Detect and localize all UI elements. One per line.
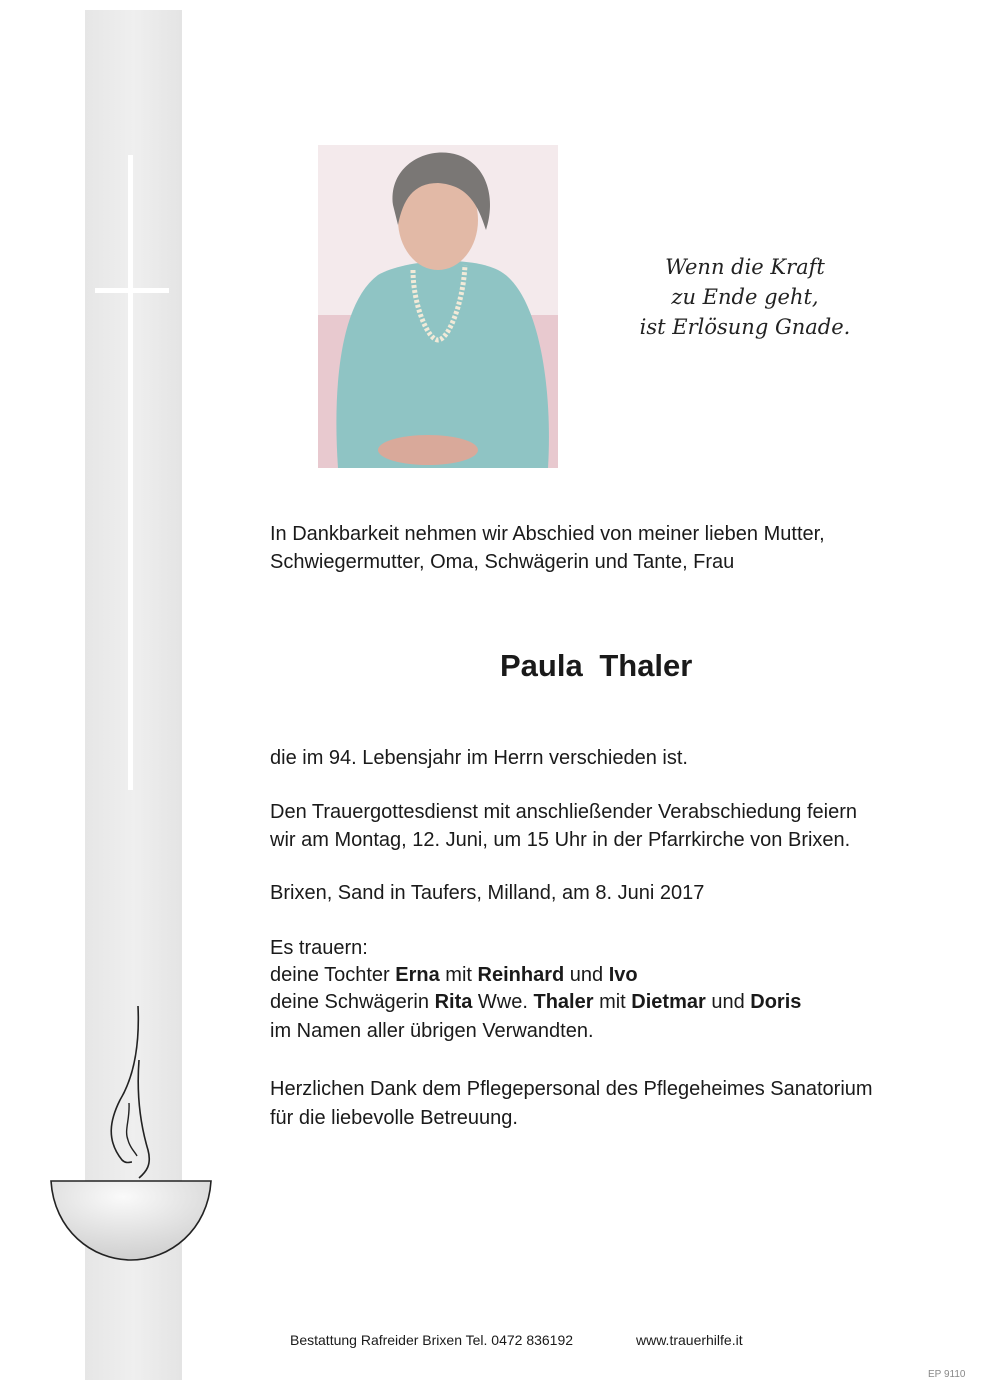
thanks-line: für die liebevolle Betreuung. bbox=[270, 1107, 518, 1129]
cross-icon bbox=[128, 155, 133, 790]
mourner-name: Thaler bbox=[533, 991, 594, 1013]
candle-flame-bowl-icon bbox=[40, 990, 230, 1290]
intro-line: Schwiegermutter, Oma, Schwägerin und Tante, Frau bbox=[270, 551, 735, 573]
age-line: die im 94. Lebensjahr im Herrn verschieden ist. bbox=[270, 747, 688, 769]
mourners-heading: Es trauern: bbox=[270, 937, 368, 959]
undertaker-info: Bestattung Rafreider Brixen Tel. 0472 836192 bbox=[290, 1332, 574, 1348]
thanks-line: Herzlichen Dank dem Pflegepersonal des Pflegeheimes Sanatorium bbox=[270, 1078, 873, 1100]
mourner-name: Rita bbox=[434, 991, 473, 1013]
text: deine Schwägerin bbox=[270, 991, 435, 1013]
mourners-line bbox=[270, 988, 801, 1016]
service-line: wir am Montag, 12. Juni, um 15 Uhr in der Pfarrkirche von Brixen. bbox=[270, 829, 851, 851]
quote-line: ist Erlösung Gnade. bbox=[639, 315, 851, 339]
place-date: Brixen, Sand in Taufers, Milland, am 8. Juni 2017 bbox=[270, 882, 705, 904]
text: Wwe. bbox=[472, 991, 534, 1013]
text: und bbox=[705, 991, 751, 1013]
mourner-name: Reinhard bbox=[477, 964, 565, 986]
text: mit bbox=[593, 991, 632, 1013]
intro-line: In Dankbarkeit nehmen wir Abschied von meiner lieben Mutter, bbox=[270, 523, 825, 545]
mourner-name: Erna bbox=[395, 964, 440, 986]
website-link[interactable]: www.trauerhilfe.it bbox=[636, 1332, 743, 1348]
mourner-name: Ivo bbox=[608, 964, 638, 986]
text: mit bbox=[439, 964, 478, 986]
portrait-photo bbox=[318, 145, 558, 468]
mourners-line bbox=[270, 961, 638, 989]
cross-icon-bar bbox=[95, 288, 169, 293]
text: deine Tochter bbox=[270, 964, 396, 986]
document-code: EP 9110 bbox=[928, 1369, 966, 1380]
quote-line: Wenn die Kraft bbox=[665, 255, 825, 279]
deceased-name: Paula Thaler bbox=[500, 648, 693, 683]
mourner-name: Doris bbox=[750, 991, 802, 1013]
quote bbox=[600, 252, 890, 342]
quote-line: zu Ende geht, bbox=[671, 285, 819, 309]
service-line: Den Trauergottesdienst mit anschließender Verabschiedung feiern bbox=[270, 801, 858, 823]
text: und bbox=[564, 964, 609, 986]
mourner-name: Dietmar bbox=[631, 991, 706, 1013]
mourners-line: im Namen aller übrigen Verwandten. bbox=[270, 1020, 594, 1042]
